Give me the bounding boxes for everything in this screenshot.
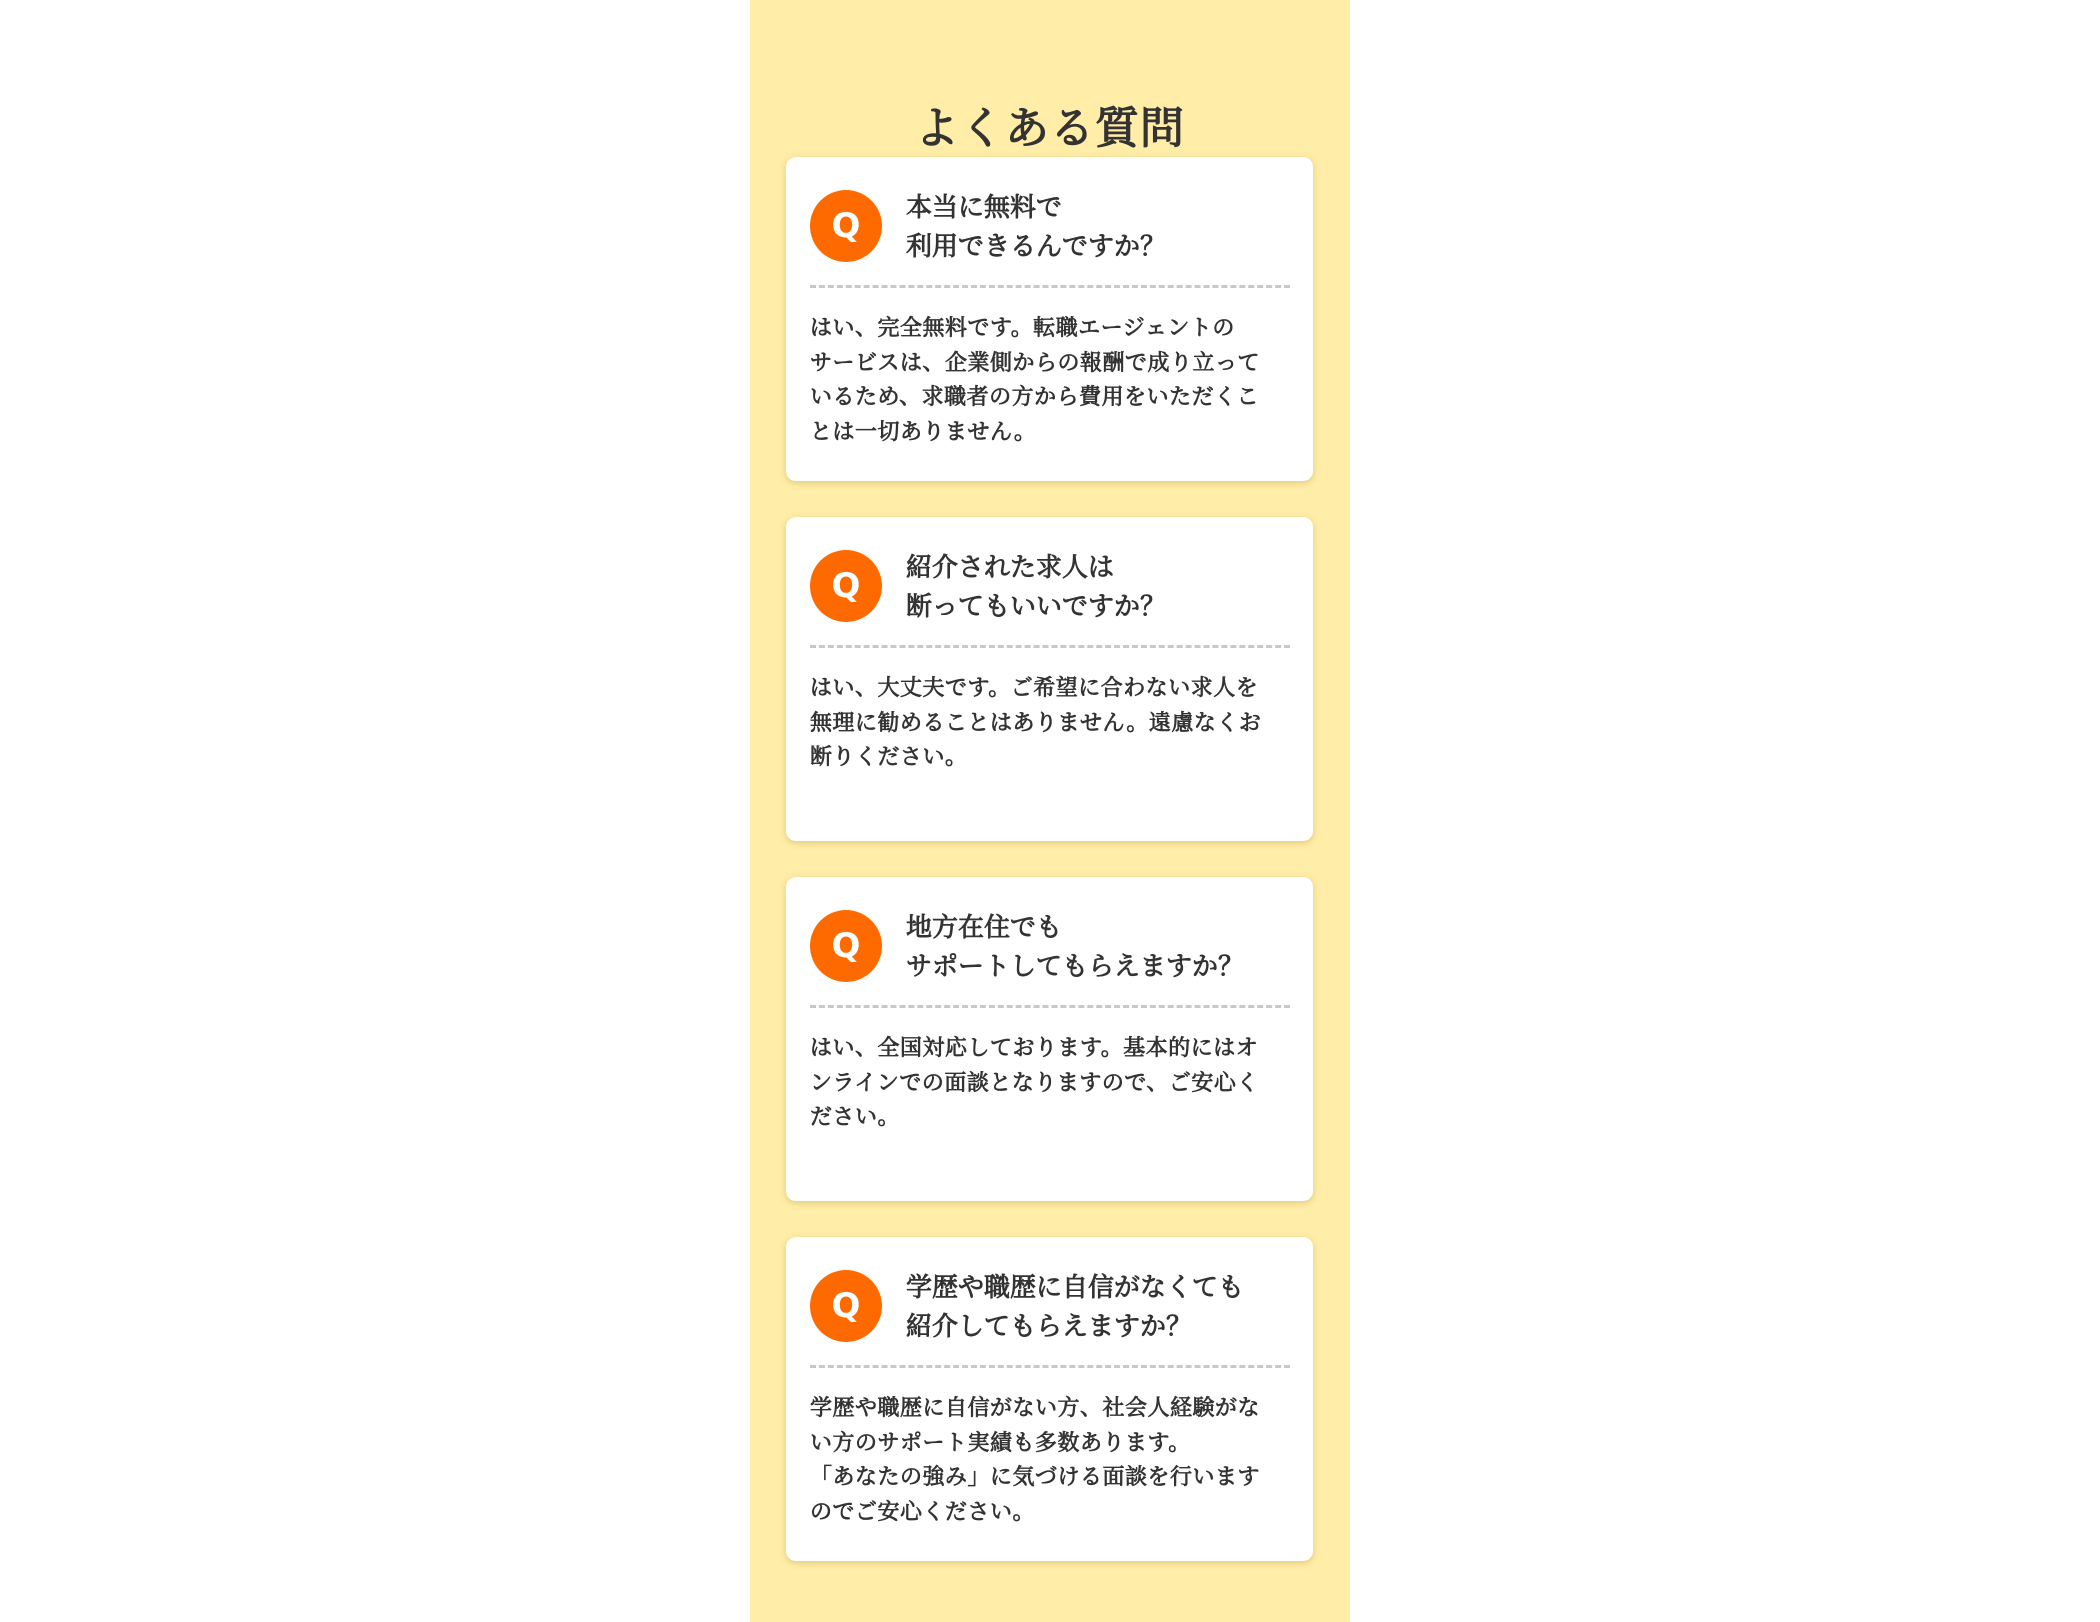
- faq-question-line: 本当に無料で: [906, 193, 1063, 223]
- faq-answer-line: 学歴や職歴に自信がない方、社会人経験がな: [810, 1396, 1261, 1421]
- faq-answer-line: はい、全国対応しております。基本的にはオ: [810, 1036, 1259, 1061]
- faq-answer-line: 断りください。: [810, 745, 968, 770]
- question-icon: Q: [810, 910, 882, 982]
- faq-question-line: 断ってもいいですか？: [906, 592, 1167, 622]
- faq-answer: [810, 1392, 1292, 1530]
- faq-card-1[interactable]: [786, 157, 1313, 481]
- dashed-divider: [810, 285, 1290, 288]
- faq-card-4[interactable]: [786, 1237, 1313, 1561]
- faq-question: [906, 1269, 1296, 1347]
- faq-answer-line: いるため、求職者の方から費用をいただくこ: [810, 385, 1260, 410]
- faq-card-3[interactable]: [786, 877, 1313, 1201]
- faq-answer-line: ンラインでの面談となりますので、ご安心く: [810, 1070, 1259, 1096]
- dashed-divider: [810, 1005, 1290, 1008]
- faq-answer-line: とは一切ありません。: [810, 419, 1037, 445]
- faq-question-line: 紹介してもらえますか？: [906, 1312, 1193, 1342]
- faq-question-line: 利用できるんですか？: [906, 232, 1167, 262]
- faq-title: よくある質問: [915, 102, 1185, 154]
- faq-question-line: サポートしてもらえますか？: [906, 952, 1245, 982]
- faq-question: [906, 189, 1296, 267]
- faq-question-line: 学歴や職歴に自信がなくても: [906, 1273, 1245, 1303]
- faq-question: [906, 909, 1296, 987]
- faq-section: [750, 0, 1350, 1622]
- dashed-divider: [810, 645, 1290, 648]
- faq-answer-line: はい、完全無料です。転職エージェントの: [810, 316, 1235, 341]
- faq-answer-line: 無理に勧めることはありません。遠慮なくお: [810, 710, 1262, 736]
- question-icon: Q: [810, 550, 882, 622]
- faq-answer-line: 「あなたの強み」に気づける面談を行います: [810, 1465, 1261, 1490]
- faq-answer: [810, 672, 1292, 776]
- faq-answer-line: のでご安心ください。: [810, 1499, 1036, 1525]
- faq-answer-line: ださい。: [810, 1105, 901, 1130]
- question-icon: Q: [810, 1270, 882, 1342]
- faq-answer: [810, 1032, 1292, 1136]
- faq-card-2[interactable]: [786, 517, 1313, 841]
- faq-answer-line: サービスは、企業側からの報酬で成り立って: [810, 350, 1261, 376]
- faq-question-line: 地方在住でも: [906, 913, 1063, 943]
- faq-answer: [810, 312, 1292, 450]
- dashed-divider: [810, 1365, 1290, 1368]
- faq-answer-line: い方のサポート実績も多数あります。: [810, 1430, 1191, 1456]
- faq-question-line: 紹介された求人は: [906, 553, 1115, 583]
- question-icon: Q: [810, 190, 882, 262]
- faq-answer-line: はい、大丈夫です。ご希望に合わない求人を: [810, 676, 1259, 701]
- faq-question: [906, 549, 1296, 627]
